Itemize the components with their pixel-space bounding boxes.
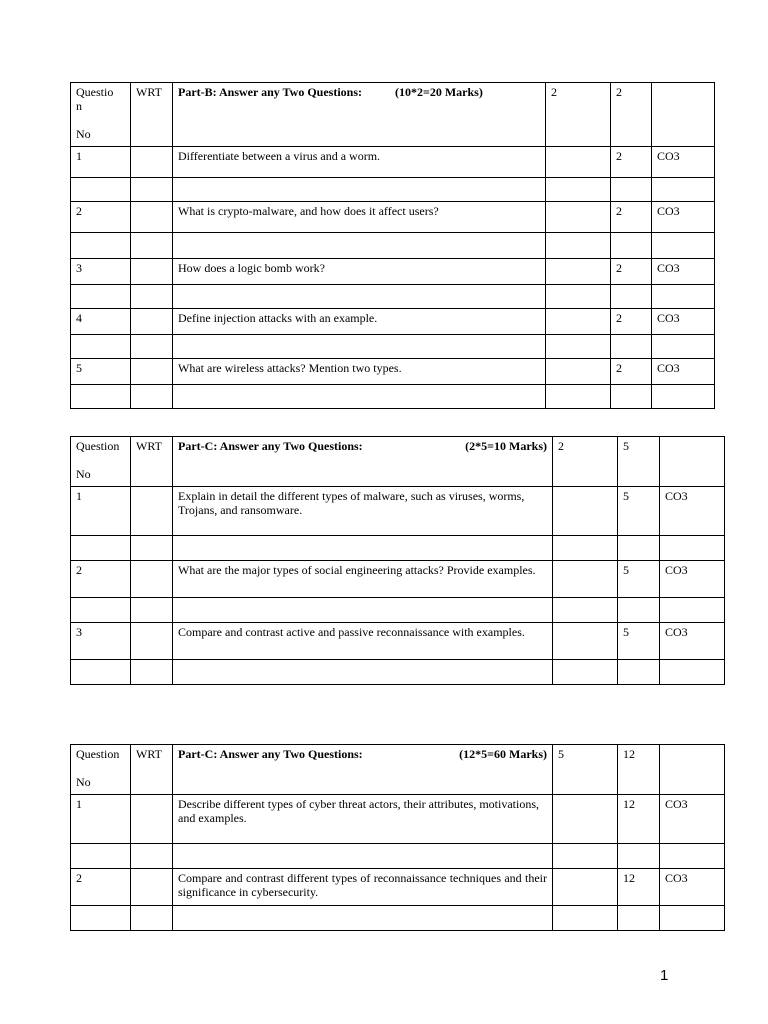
marks-cell: 5 — [618, 561, 660, 598]
empty-cell — [553, 487, 618, 536]
wrt-cell — [131, 309, 173, 335]
wrt-cell — [131, 623, 173, 660]
question-number: 4 — [71, 309, 131, 335]
part-c-long-table — [70, 744, 725, 931]
header-col4: 5 — [553, 745, 618, 795]
empty-cell — [546, 259, 611, 285]
marks-cell: 2 — [611, 259, 652, 285]
marks-cell: 2 — [611, 309, 652, 335]
question-text: Compare and contrast active and passive reconnaissance with examples. — [173, 623, 553, 660]
wrt-header: WRT — [131, 745, 173, 795]
part-b-table — [70, 82, 715, 409]
marks-cell: 2 — [611, 202, 652, 233]
question-text: Differentiate between a virus and a worm. — [173, 147, 546, 178]
table-row — [71, 869, 725, 906]
question-number: 5 — [71, 359, 131, 385]
question-text: Compare and contrast different types of reconnaissance techniques and their significance in cybersecurity. — [173, 869, 553, 906]
header-col5: 12 — [618, 745, 660, 795]
section-title-cell — [173, 437, 553, 487]
spacer-row — [71, 536, 725, 561]
wrt-cell — [131, 147, 173, 178]
table-header-row — [71, 437, 725, 487]
question-number: 2 — [71, 869, 131, 906]
table-row — [71, 359, 715, 385]
empty-cell — [553, 561, 618, 598]
wrt-header: WRT — [131, 437, 173, 487]
section-title: Part-C: Answer any Two Questions: — [178, 747, 363, 761]
question-number: 1 — [71, 147, 131, 178]
question-number: 2 — [71, 561, 131, 598]
header-col5: 2 — [611, 83, 652, 147]
empty-cell — [553, 623, 618, 660]
empty-cell — [546, 359, 611, 385]
section-title: Part-C: Answer any Two Questions: — [178, 439, 363, 453]
co-cell: CO3 — [652, 359, 715, 385]
marks-cell: 2 — [611, 359, 652, 385]
empty-cell — [546, 202, 611, 233]
question-no-header: Questio n No — [71, 83, 131, 147]
marks-cell: 5 — [618, 623, 660, 660]
empty-cell — [553, 795, 618, 844]
section-title: Part-B: Answer any Two Questions: — [178, 85, 363, 99]
co-cell: CO3 — [652, 202, 715, 233]
section-marks: (12*5=60 Marks) — [459, 747, 547, 761]
header-col5: 5 — [618, 437, 660, 487]
spacer-row — [71, 385, 715, 409]
header-col6 — [652, 83, 715, 147]
co-cell: CO3 — [660, 623, 725, 660]
wrt-cell — [131, 795, 173, 844]
question-number: 3 — [71, 259, 131, 285]
header-col4: 2 — [553, 437, 618, 487]
co-cell: CO3 — [660, 561, 725, 598]
question-text: Describe different types of cyber threat actors, their attributes, motivations, and examples. — [173, 795, 553, 844]
table-row — [71, 487, 725, 536]
table-row — [71, 623, 725, 660]
co-cell: CO3 — [652, 259, 715, 285]
table-row — [71, 259, 715, 285]
table-header-row — [71, 745, 725, 795]
question-number: 1 — [71, 795, 131, 844]
marks-cell: 2 — [611, 147, 652, 178]
question-number: 1 — [71, 487, 131, 536]
question-no-header: Question No — [71, 437, 131, 487]
wrt-cell — [131, 869, 173, 906]
wrt-cell — [131, 259, 173, 285]
question-text: Define injection attacks with an example. — [173, 309, 546, 335]
section-marks: (2*5=10 Marks) — [465, 439, 547, 453]
section-title-cell — [173, 745, 553, 795]
table-row — [71, 561, 725, 598]
wrt-cell — [131, 359, 173, 385]
spacer-row — [71, 844, 725, 869]
empty-cell — [546, 309, 611, 335]
question-text: Explain in detail the different types of malware, such as viruses, worms, Trojans, and ransomware. — [173, 487, 553, 536]
question-text: What are wireless attacks? Mention two types. — [173, 359, 546, 385]
header-col6 — [660, 437, 725, 487]
question-text: What is crypto-malware, and how does it affect users? — [173, 202, 546, 233]
spacer-row — [71, 233, 715, 259]
table-header-row — [71, 83, 715, 147]
part-c-short-table — [70, 436, 725, 685]
page-number: 1 — [660, 967, 669, 984]
wrt-cell — [131, 202, 173, 233]
co-cell: CO3 — [660, 795, 725, 844]
table-row — [71, 795, 725, 844]
question-number: 2 — [71, 202, 131, 233]
question-no-header: Question No — [71, 745, 131, 795]
co-cell: CO3 — [652, 147, 715, 178]
section-title-cell — [173, 83, 546, 147]
spacer-row — [71, 598, 725, 623]
wrt-header: WRT — [131, 83, 173, 147]
spacer-row — [71, 178, 715, 202]
spacer-row — [71, 906, 725, 931]
spacer-row — [71, 285, 715, 309]
wrt-cell — [131, 487, 173, 536]
co-cell: CO3 — [652, 309, 715, 335]
header-col6 — [660, 745, 725, 795]
spacer-row — [71, 660, 725, 685]
question-text: What are the major types of social engineering attacks? Provide examples. — [173, 561, 553, 598]
empty-cell — [553, 869, 618, 906]
marks-cell: 12 — [618, 869, 660, 906]
co-cell: CO3 — [660, 869, 725, 906]
header-col4: 2 — [546, 83, 611, 147]
table-row — [71, 309, 715, 335]
section-marks: (10*2=20 Marks) — [395, 85, 483, 99]
question-text: How does a logic bomb work? — [173, 259, 546, 285]
marks-cell: 5 — [618, 487, 660, 536]
empty-cell — [546, 147, 611, 178]
co-cell: CO3 — [660, 487, 725, 536]
question-number: 3 — [71, 623, 131, 660]
table-row — [71, 147, 715, 178]
table-row — [71, 202, 715, 233]
spacer-row — [71, 335, 715, 359]
marks-cell: 12 — [618, 795, 660, 844]
wrt-cell — [131, 561, 173, 598]
